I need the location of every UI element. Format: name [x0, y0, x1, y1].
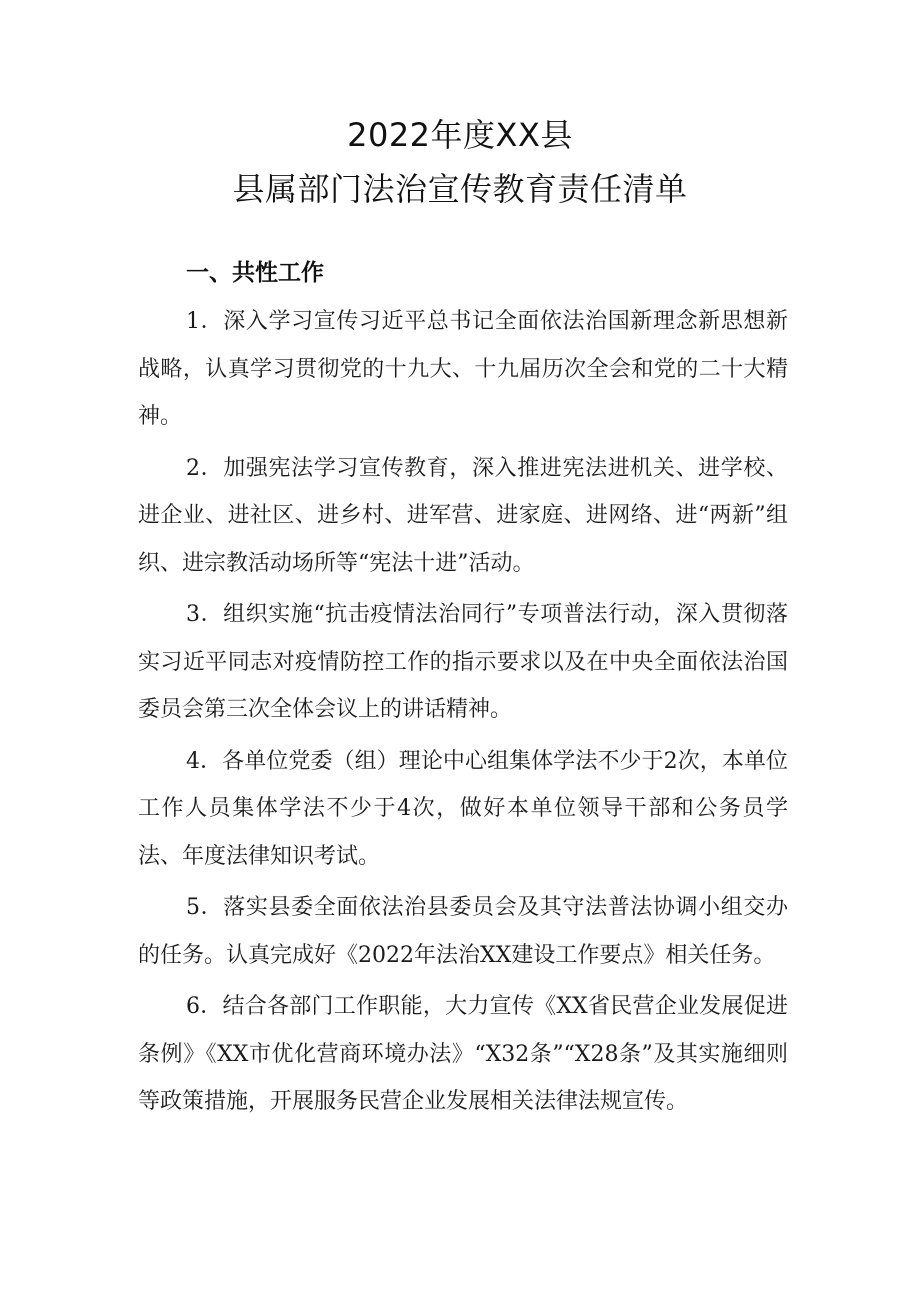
- list-item: 5．落实县委全面依法治县委员会及其守法普法协调小组交办的任务。认真完成好《2022年法治XX建设工作要点》相关任务。: [138, 895, 788, 968]
- list-item: 2．加强宪法学习宣传教育，深入推进宪法进机关、进学校、进企业、进社区、进乡村、进军营、进家庭、进网络、进“两新”组织、进宗教活动场所等“宪法十进”活动。: [138, 455, 788, 576]
- document-body: [138, 298, 788, 1130]
- list-item: 4．各单位党委（组）理论中心组集体学法不少于2次，本单位工作人员集体学法不少于4次，做好本单位领导干部和公务员学法、年度法律知识考试。: [138, 748, 788, 869]
- document-title: [0, 108, 920, 216]
- list-item: 1．深入学习宣传习近平总书记全面依法治国新理念新思想新战略，认真学习贯彻党的十九大、十九届历次全会和党的二十大精神。: [138, 309, 788, 429]
- section-heading: 一、共性工作: [186, 260, 324, 286]
- list-item: 6．结合各部门工作职能，大力宣传《XX省民营企业发展促进条例》《XX市优化营商环境办法》“X32条”“X28条”及其实施细则等政策措施，开展服务民营企业发展相关法律法规宣传。: [138, 994, 788, 1114]
- title-line-1: 2022年度XX县: [347, 116, 573, 154]
- list-item: 3．组织实施“抗击疫情法治同行”专项普法行动，深入贯彻落实习近平同志对疫情防控工作的指示要求以及在中央全面依法治国委员会第三次全体会议上的讲话精神。: [138, 602, 788, 722]
- title-line-2: 县属部门法治宣传教育责任清单: [232, 170, 688, 208]
